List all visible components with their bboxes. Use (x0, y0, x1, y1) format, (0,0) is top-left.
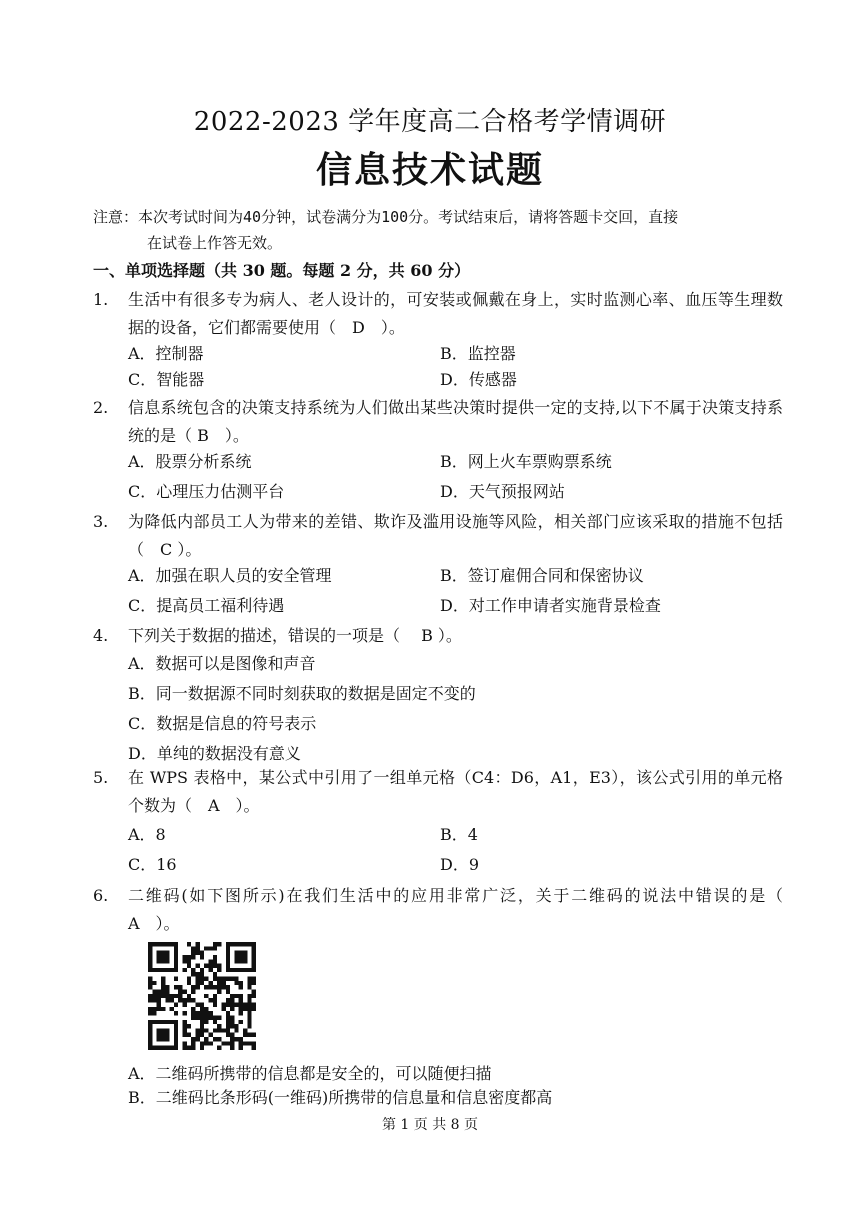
question-6 (93, 882, 800, 938)
option-d: D．9 (440, 855, 480, 874)
notice-line-1: 注意：本次考试时间为40分钟，试卷满分为100分。考试结束后，请将答题卡交回，直接 (93, 208, 679, 226)
option-b: B．同一数据源不同时刻获取的数据是固定不变的 (128, 684, 476, 703)
exam-subtitle: 2022-2023 学年度高二合格考学情调研 (193, 107, 667, 137)
question-stem: 下列关于数据的描述，错误的一项是（ B ）。 (128, 626, 462, 645)
option-b: B．签订雇佣合同和保密协议 (440, 566, 644, 585)
option-c: C．提高员工福利待遇 (128, 596, 285, 615)
question-5 (93, 764, 783, 820)
option-d: D．天气预报网站 (440, 482, 565, 501)
question-2 (93, 394, 783, 450)
question-stem: 为降低内部员工人为带来的差错、欺诈及滥用设施等风险，相关部门应该采取的措施不包括（ C ）。 (128, 512, 783, 559)
option-b: B．网上火车票购票系统 (440, 452, 612, 471)
notice-block (93, 204, 783, 256)
option-a: A．二维码所携带的信息都是安全的，可以随便扫描 (128, 1064, 492, 1083)
option-c: C．数据是信息的符号表示 (128, 714, 317, 733)
question-3 (93, 508, 783, 564)
option-a: A．数据可以是图像和声音 (128, 654, 316, 673)
qr-code-image (148, 942, 256, 1050)
option-a: A．加强在职人员的安全管理 (128, 566, 332, 585)
question-number: 3. (93, 512, 109, 531)
question-stem: 生活中有很多专为病人、老人设计的，可安装或佩戴在身上，实时监测心率、血压等生理数据的设备，它们都需要使用（ D ）。 (128, 290, 783, 337)
question-stem: 在 WPS 表格中，某公式中引用了一组单元格（C4：D6，A1，E3），该公式引用的单元格个数为（ A ）。 (128, 768, 783, 815)
notice-line-2: 在试卷上作答无效。 (147, 234, 283, 252)
question-number: 4. (93, 626, 109, 645)
option-d: D．传感器 (440, 370, 517, 389)
exam-title: 信息技术试题 (315, 150, 544, 191)
option-a: A．股票分析系统 (128, 452, 252, 471)
question-number: 2. (93, 398, 109, 417)
question-number: 6. (93, 886, 109, 905)
question-stem: 二维码(如下图所示)在我们生活中的应用非常广泛，关于二维码的说法中错误的是（ A ）。 (128, 886, 800, 933)
option-b: B．4 (440, 825, 478, 844)
question-4 (93, 622, 783, 650)
section-heading: 一、单项选择题（共 30 题。每题 2 分，共 60 分） (93, 261, 471, 280)
option-a: A．控制器 (128, 344, 204, 363)
option-c: C．16 (128, 855, 177, 874)
question-number: 1. (93, 290, 109, 309)
option-a: A．8 (128, 825, 166, 844)
option-d: D．对工作申请者实施背景检查 (440, 596, 661, 615)
page-footer: 第 1 页 共 8 页 (381, 1117, 479, 1133)
option-c: C．智能器 (128, 370, 205, 389)
option-b: B．二维码比条形码(一维码)所携带的信息量和信息密度都高 (128, 1088, 553, 1107)
option-d: D．单纯的数据没有意义 (128, 744, 301, 763)
option-c: C．心理压力估测平台 (128, 482, 285, 501)
question-1 (93, 286, 783, 342)
option-b: B．监控器 (440, 344, 516, 363)
question-number: 5. (93, 768, 109, 787)
question-stem: 信息系统包含的决策支持系统为人们做出某些决策时提供一定的支持,以下不属于决策支持系统的是（ B ）。 (128, 398, 783, 445)
